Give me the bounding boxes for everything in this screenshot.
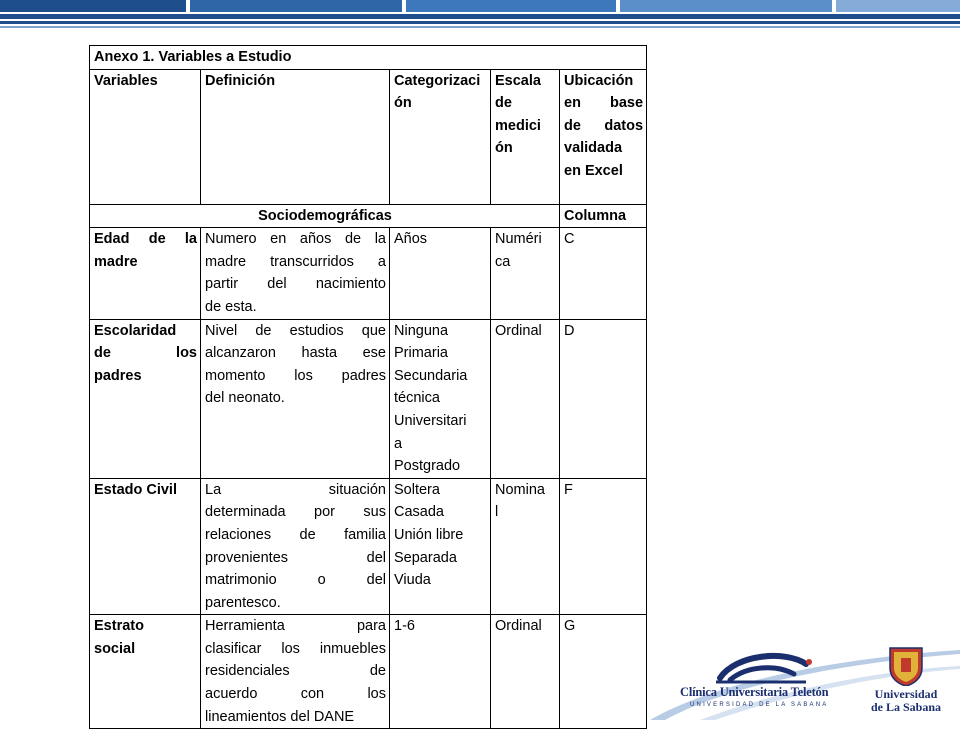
row-categories [390, 228, 491, 319]
row-scale-line: l [495, 504, 499, 521]
header-escala-line: de [495, 95, 512, 112]
section-label: Sociodemográficas [90, 204, 560, 228]
header-ubicacion-line: Ubicación [564, 72, 634, 89]
row-category-line: Casada [394, 504, 444, 521]
row-categories [390, 319, 491, 478]
header-ubicacion [560, 69, 647, 204]
section-row [90, 204, 647, 228]
header-stripe [0, 26, 960, 28]
row-definition [201, 319, 390, 478]
row-definition-line: Herramienta para [205, 618, 386, 635]
table-row [90, 478, 647, 615]
row-variable [90, 478, 201, 615]
row-scale [491, 319, 560, 478]
row-scale [491, 478, 560, 615]
row-definition-line: clasificar los inmuebles [205, 640, 386, 657]
header-stripe [0, 14, 960, 19]
row-definition-line: La situación [205, 481, 386, 498]
row-category-line: técnica [394, 390, 440, 407]
clinica-teleton-logo [676, 648, 848, 712]
table-title-row [90, 46, 647, 70]
row-scale-line: Numéri [495, 231, 542, 248]
universidad-name-line2: de La Sabana [870, 700, 942, 714]
row-definition-line: parentesco. [205, 594, 281, 611]
row-variable-line: madre [94, 253, 138, 270]
header-segment [836, 0, 960, 12]
row-variable-line: social [94, 640, 136, 657]
row-definition-line: partir del nacimiento [205, 276, 386, 293]
row-category-line: Separada [394, 549, 457, 566]
header-variables: Variables [90, 69, 201, 204]
row-scale-line: Ordinal [495, 618, 542, 635]
row-scale-line: ca [495, 253, 511, 270]
row-category-line: Viuda [394, 572, 431, 589]
row-definition-line: del neonato. [205, 390, 285, 407]
header-categorizacion [390, 69, 491, 204]
row-definition-line: Nivel de estudios que [205, 322, 386, 339]
row-definition-line: relaciones de familia [205, 526, 386, 543]
header-categorizacion-line: Categorizaci [394, 72, 481, 89]
row-variable [90, 319, 201, 478]
header-bar [0, 0, 960, 12]
row-column: C [560, 228, 647, 319]
teleton-emblem-icon [676, 648, 848, 684]
row-definition-line: provenientes del [205, 549, 386, 566]
header-segment [0, 0, 186, 12]
variables-table [89, 45, 647, 729]
header-definicion: Definición [201, 69, 390, 204]
row-variable [90, 228, 201, 319]
row-category-line: Ninguna [394, 322, 449, 339]
row-definition-line: matrimonio o del [205, 572, 386, 589]
row-variable-line: de los [94, 345, 197, 362]
row-definition-line: alcanzaron hasta ese [205, 345, 386, 362]
row-column: G [560, 615, 647, 729]
row-category-line: Postgrado [394, 458, 461, 475]
header-ubicacion-line: en Excel [564, 162, 623, 179]
row-category-line: Soltera [394, 481, 440, 498]
universidad-sabana-logo [858, 646, 954, 716]
row-definition-line: Numero en años de la [205, 231, 386, 248]
row-variable-line: padres [94, 367, 142, 384]
section-column-label: Columna [560, 204, 647, 228]
row-scale-line: Nomina [495, 481, 545, 498]
row-category-line: Primaria [394, 345, 448, 362]
row-category-line: a [394, 435, 403, 452]
row-column: F [560, 478, 647, 615]
header-segment [190, 0, 402, 12]
annex-title: Anexo 1. Variables a Estudio [90, 46, 647, 70]
row-definition-line: lineamientos del DANE [205, 708, 355, 725]
header-segment [406, 0, 616, 12]
row-variable-line: Escolaridad [94, 322, 177, 339]
header-escala-line: ón [495, 140, 513, 157]
row-column: D [560, 319, 647, 478]
header-escala-line: Escala [495, 72, 541, 89]
row-definition-line: madre transcurridos a [205, 253, 386, 270]
row-definition-line: residenciales de [205, 663, 386, 680]
table-row [90, 228, 647, 319]
row-scale [491, 228, 560, 319]
row-definition [201, 228, 390, 319]
table-header-row [90, 69, 647, 204]
row-categories [390, 478, 491, 615]
university-shield-icon [858, 646, 954, 686]
header-escala [491, 69, 560, 204]
row-definition [201, 478, 390, 615]
header-categorizacion-line: ón [394, 95, 412, 112]
row-definition-line: determinada por sus [205, 504, 386, 521]
row-category-line: 1-6 [394, 618, 415, 635]
clinica-name: Clínica Universitaria Teletón [680, 685, 829, 699]
clinica-subtitle: UNIVERSIDAD DE LA SABANA [690, 702, 829, 708]
row-variable-line: Estrato [94, 618, 144, 635]
row-category-line: Unión libre [394, 526, 464, 543]
universidad-name-line1: Universidad [874, 687, 938, 701]
row-definition-line: de esta. [205, 298, 257, 315]
row-definition-line: acuerdo con los [205, 686, 386, 703]
table-row [90, 319, 647, 478]
header-escala-line: medici [495, 117, 541, 134]
header-segment [620, 0, 832, 12]
row-variable-line: Estado Civil [94, 481, 177, 498]
row-category-line: Secundaria [394, 367, 468, 384]
header-ubicacion-line: en base [564, 95, 644, 112]
header-stripe [0, 21, 960, 24]
row-category-line: Años [394, 231, 428, 248]
header-ubicacion-line: de datos [564, 117, 644, 134]
row-definition-line: momento los padres [205, 367, 386, 384]
header-ubicacion-line: validada [564, 140, 623, 157]
row-category-line: Universitari [394, 412, 467, 429]
row-variable-line: Edad de la [94, 231, 197, 248]
row-scale-line: Ordinal [495, 322, 542, 339]
